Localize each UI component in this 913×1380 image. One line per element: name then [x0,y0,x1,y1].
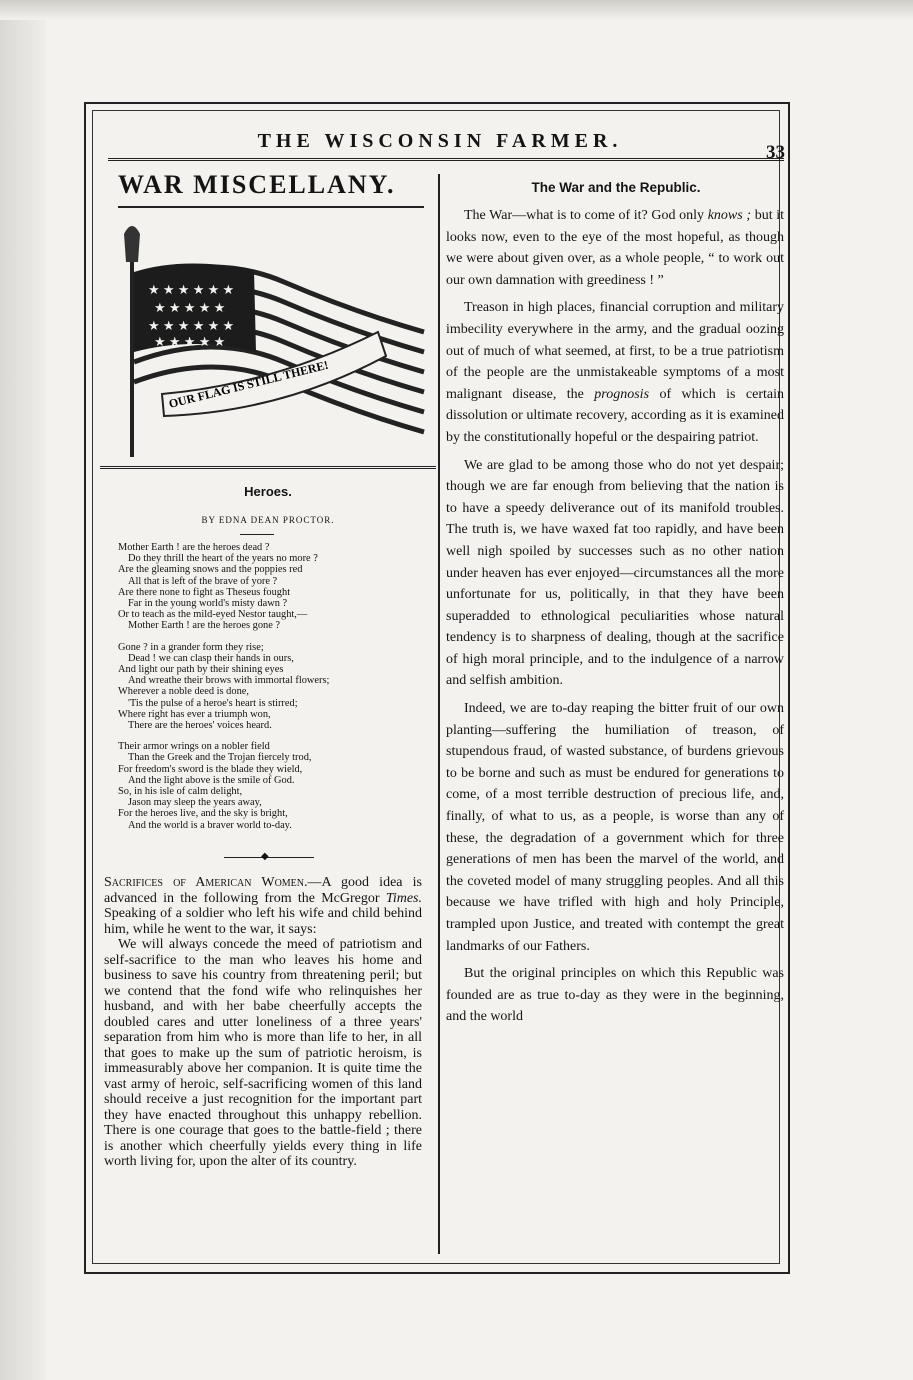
sacrifices-body: We will always concede the meed of patriotism and self-sacrifice to the man who leaves his home and business to save his country from threatening peril; but we contend that the fond wife who relinquishes her husband, and with her babe cheerfully accepts the doubled cares and utter loneliness of a three years' separation from him who is more than life to her, in all that goes to make up the sum of patriotic heroism, is immeasurably above her companion. It is quite time the vast army of heroic, self-sacrificing women of this land should receive a just recognition for the important part they have enacted throughout this unhappy rebellion. There is one courage that goes to the battle-field ; there is another which cheerfully yields every thing in life worth living for, upon the alter of its country. [104,937,422,1169]
poem-line: Jason may sleep the years away, [128,797,262,809]
paragraph: We are glad to be among those who do not yet despair; though we are far enough from believing that the nation is to have a speedy deliverance out of its manifold troubles. The truth is, we have waxed fat too rapidly, and have been well nigh spoiled by successes such as no other nation under heaven has ever enjoyed—circumstances all the more unfortunate for us, politically, in that they have been superadded to ethnological peculiarities whose natural tendency is to sharpness of dealing, though at the sacrifice of high moral principle, and to the indulgence of a narrow and selfish ambition. [446,457,784,689]
flag-rule [100,466,436,469]
poem-line: Mother Earth ! are the heroes dead ? [118,542,270,553]
page-number: 33 [766,142,785,163]
poem-line: Mother Earth ! are the heroes gone ? [128,620,281,632]
emphasis-text: prognosis [594,386,650,402]
svg-text:★ ★ ★ ★ ★: ★ ★ ★ ★ ★ [154,300,226,315]
poem-line: There are the heroes' voices heard. [128,720,272,732]
poem-line: Wherever a noble deed is done, [118,686,249,698]
poem-line: Where right has ever a triumph won, [118,708,271,720]
poem-line: Gone ? in a grander form they rise; [118,641,264,653]
paragraph [446,297,784,448]
poem-line: And the light above is the smile of God. [128,774,295,786]
paragraph-text: of which is certain dissolution or ultimate recovery, according as it is examined by the constitutionally hopeful or the despairing patriot. [446,386,784,445]
poem-line: Or to teach as the mild-eyed Nestor taught,— [118,609,308,621]
poem-rule [240,534,274,535]
sacrifices-intro-text: —A good idea is advanced in the following from the McGregor [104,875,422,906]
poem-line: And the world is a braver world to-day. [128,819,292,831]
flag-banner-text: OUR FLAG IS STILL THERE! [167,357,330,411]
paragraph [446,205,784,291]
poem-line: 'Tis the pulse of a heroe's heart is stirred; [128,697,298,709]
poem-separator [224,857,314,858]
poem-line: Dead ! we can clasp their hands in ours, [128,652,294,664]
poem-byline: BY EDNA DEAN PROCTOR. [201,515,335,525]
poem-line: Far in the young world's misty dawn ? [128,598,288,610]
section-title: WAR MISCELLANY. [118,170,396,199]
paragraph: But the original principles on which this Republic was founded are as true to-day as they were in the beginning, and the world [446,966,784,1025]
pole-finial [124,226,140,262]
war-republic-article [446,205,784,1034]
poem-stanza [118,642,438,732]
paragraph-text: Treason in high places, financial corruption and military imbecility everywhere in the army, and the gradual oozing out of much of what seemed, at first, to be a true patriotism of the people are the unmistakeable symptoms of a most malignant disease, the [446,300,784,402]
svg-text:★ ★ ★ ★ ★ ★: ★ ★ ★ ★ ★ ★ [148,318,235,333]
poem-line: Their armor wrings on a nobler field [118,741,270,753]
poem-line: Are the gleaming snows and the poppies red [118,564,303,576]
poem-line: And light our path by their shining eyes [118,664,284,676]
poem-line: For the heroes live, and the sky is bright, [118,808,288,820]
poem-line: For freedom's sword is the blade they wield, [118,763,303,775]
poem-line: And wreathe their brows with immortal flowers; [128,675,330,687]
article-title: The War and the Republic. [531,180,701,195]
separator-ornament: ◆ [261,851,269,862]
paragraph-text: but it looks now, even to the eye of the most hopeful, as though we were about given over, as a whole people, “ to work out our own damnation with greediness ! ” [446,208,785,288]
running-title: THE WISCONSIN FARMER. [257,130,623,152]
sacrifices-intro [104,875,422,937]
sacrifices-intro-rest: Speaking of a soldier who left his wife and child behind him, while he went to the war, it says: [104,906,422,937]
paragraph: Indeed, we are to-day reaping the bitter fruit of our own planting—suffering the humiliation of treason, of stupendous fraud, of wasted substance, of burdens grievous to be borne and such as must be endured for generations to come, of a most terrible destruction of precious life, and, finally, of what to us, as a people, is worse than any of these, the degradation of a government which for three generations of men has been the marvel of the world, and the coveted model of many struggling peoples. And all this because we have trifled with high and holy Principle, trampled upon Justice, and treated with contempt the great landmarks of our Fathers. [446,701,784,954]
flag-illustration [104,212,434,462]
poem-stanza [118,741,438,831]
poem-line: Than the Greek and the Trojan fiercely trod, [128,752,312,764]
poem-line: Are there none to fight as Theseus fought [118,586,291,598]
sacrifices-heading: Sacrifices of American Women. [104,875,308,890]
poem-stanza [118,542,438,632]
source-name: Times. [385,890,423,906]
sacrifices-article [104,875,422,1170]
svg-text:★ ★ ★ ★ ★: ★ ★ ★ ★ ★ [154,334,226,349]
poem-line: Do they thrill the heart of the years no more ? [128,553,318,565]
section-title-rule [118,206,424,208]
poem-line: So, in his isle of calm delight, [118,786,243,798]
emphasis-text: knows ; [707,208,752,223]
paragraph-text: The War—what is to come of it? God only [464,208,705,223]
column-divider [438,174,440,1254]
scan-margin [0,0,46,1380]
flagpole [130,262,134,457]
scan-top-shadow [0,0,913,20]
poem-title: Heroes. [244,484,292,499]
poem [118,542,438,841]
header-rule [108,158,784,161]
poem-line: All that is left of the brave of yore ? [128,575,278,587]
svg-text:★ ★ ★ ★ ★ ★: ★ ★ ★ ★ ★ ★ [148,282,235,297]
